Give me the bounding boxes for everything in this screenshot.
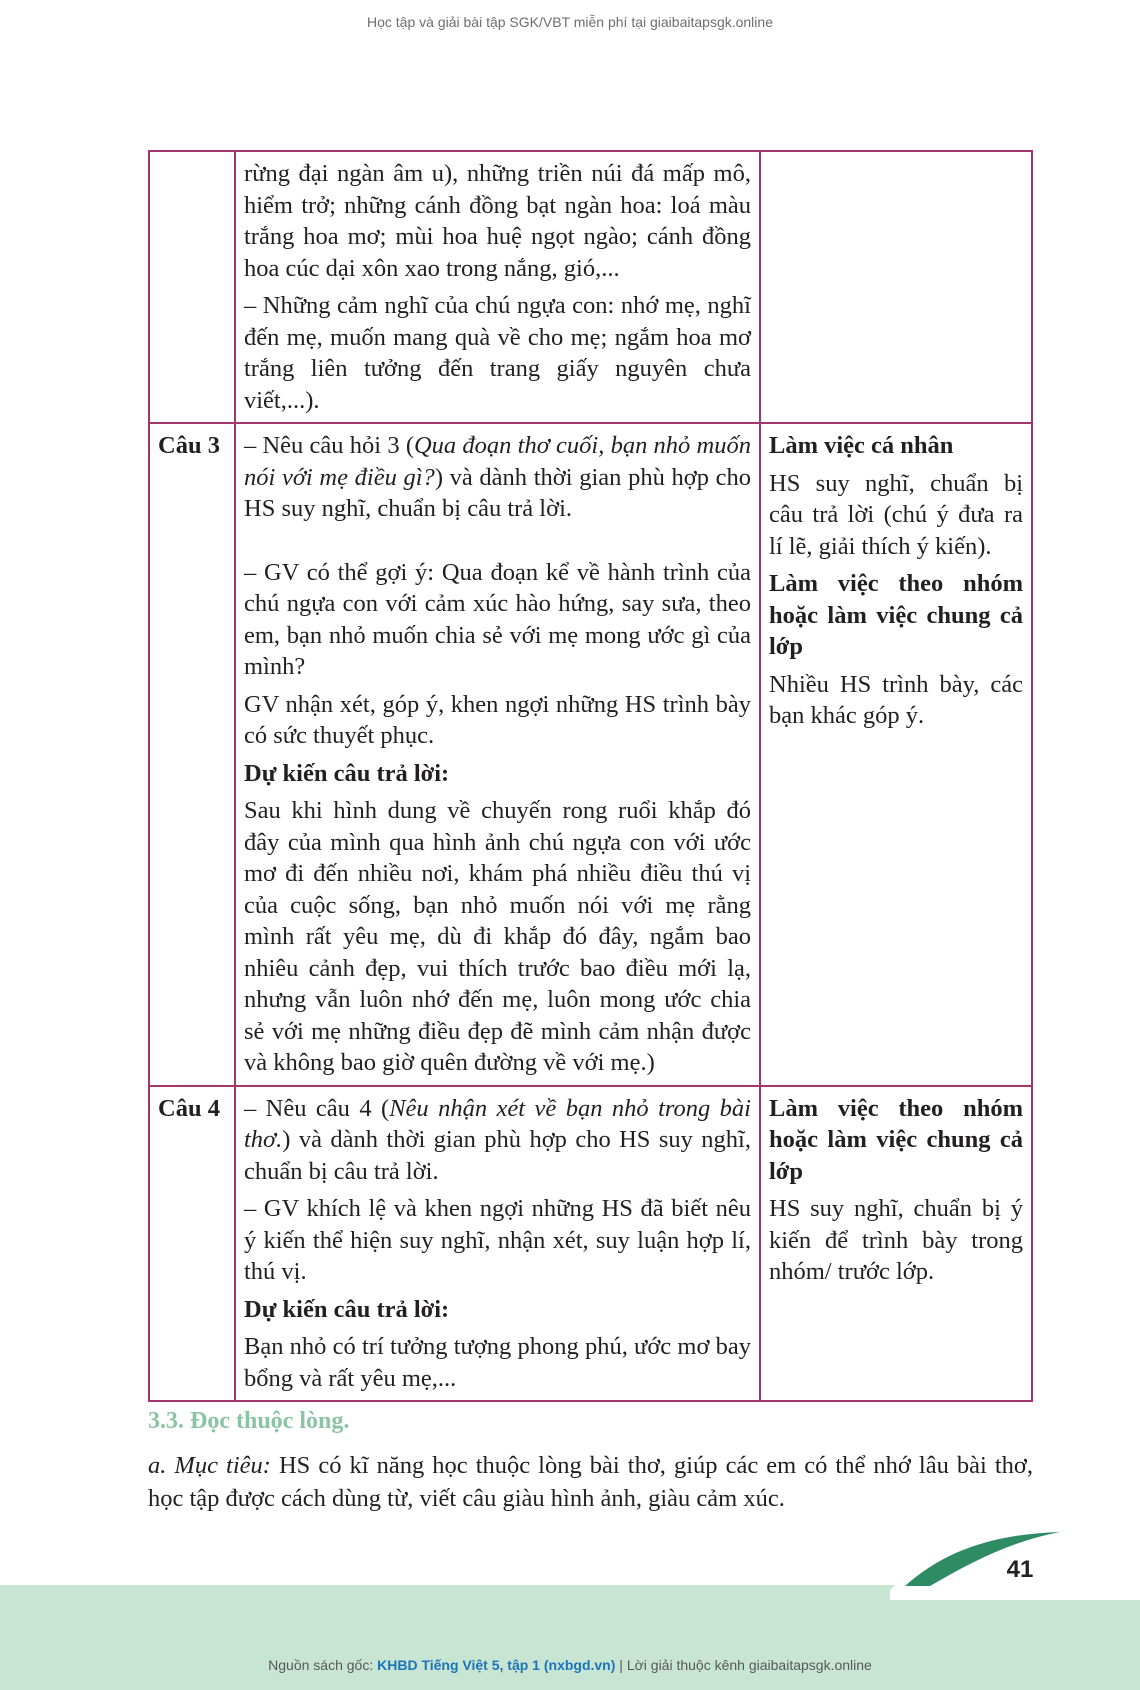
teacher-activity-cell xyxy=(235,423,760,1086)
objective-text: HS có kĩ năng học thuộc lòng bài thơ, giúp các em có thể nhớ lâu bài thơ, học tập được cách dùng từ, viết câu giàu hình ảnh, giàu cảm xúc. xyxy=(148,1452,1033,1512)
source-book-link[interactable]: KHBD Tiếng Việt 5, tập 1 (nxbgd.vn) xyxy=(377,1657,616,1673)
teacher-paragraph: – Những cảm nghĩ của chú ngựa con: nhớ mẹ, nghĩ đến mẹ, muốn mang quà về cho mẹ; ngắm hoa mơ trắng liên tưởng đến trang giấy nguyên chưa viết,...). xyxy=(244,292,751,414)
student-heading: Làm việc theo nhóm hoặc làm việc chung cả lớp xyxy=(769,1094,1023,1185)
student-paragraph: Nhiều HS trình bày, các bạn khác góp ý. xyxy=(769,670,1023,729)
section-title: 3.3. Đọc thuộc lòng. xyxy=(148,1408,350,1434)
student-paragraph: HS suy nghĩ, chuẩn bị câu trả lời (chú ý đưa ra lí lẽ, giải thích ý kiến). xyxy=(769,469,1023,560)
text-segment: ) và dành thời gian phù hợp cho HS suy nghĩ, chuẩn bị câu trả lời. xyxy=(244,1126,751,1185)
credit-suffix: | Lời giải thuộc kênh giaibaitapsgk.online xyxy=(615,1657,872,1673)
text-segment: – Nêu câu 4 ( xyxy=(244,1094,390,1122)
question-quote: Qua đoạn thơ cuối, bạn nhỏ muốn nói với mẹ điều gì? xyxy=(244,432,751,491)
table-row xyxy=(149,423,1032,1086)
teacher-paragraph: – GV khích lệ và khen ngợi những HS đã biết nêu ý kiến thể hiện suy nghĩ, nhận xét, suy luận hợp lí, thú vị. xyxy=(244,1195,751,1285)
teacher-paragraph xyxy=(244,1093,751,1188)
student-activity-cell xyxy=(760,1086,1032,1402)
teacher-activity-cell xyxy=(235,1086,760,1402)
page-number: 41 xyxy=(1006,1556,1034,1583)
question-label-cell xyxy=(149,151,235,423)
teacher-paragraph: – GV có thể gợi ý: Qua đoạn kể về hành trình của chú ngựa con với cảm xúc hào hứng, say sưa, theo em, bạn nhỏ muốn chia sẻ với mẹ mong ước gì của mình? xyxy=(244,558,751,680)
student-heading: Làm việc cá nhân xyxy=(769,432,954,459)
teacher-paragraph: rừng đại ngàn âm u), những triền núi đá mấp mô, hiểm trở; những cánh đồng bạt ngàn hoa: loá màu trắng hoa mơ; mùi hoa huệ ngọt ngào; cánh đồng hoa cúc dại xôn xao trong nắng, gió,... xyxy=(244,160,751,282)
spacer xyxy=(244,531,751,557)
teacher-paragraph xyxy=(244,430,751,525)
teacher-activity-cell xyxy=(235,151,760,423)
table-row xyxy=(149,1086,1032,1402)
page-number-tab xyxy=(0,1520,1140,1600)
bottom-credit xyxy=(0,1657,1140,1673)
top-banner: Học tập và giải bài tập SGK/VBT miễn phí tại giaibaitapsgk.online xyxy=(367,14,773,30)
student-paragraph: HS suy nghĩ, chuẩn bị ý kiến để trình bày trong nhóm/ trước lớp. xyxy=(769,1195,1023,1285)
credit-prefix: Nguồn sách gốc: xyxy=(268,1657,378,1673)
student-heading: Làm việc theo nhóm hoặc làm việc chung cả lớp xyxy=(769,570,1023,660)
text-segment: ) và dành thời gian phù hợp cho HS suy nghĩ, chuẩn bị câu trả lời. xyxy=(244,463,751,522)
teacher-paragraph: GV nhận xét, góp ý, khen ngợi những HS trình bày có sức thuyết phục. xyxy=(244,690,751,749)
answer-heading: Dự kiến câu trả lời: xyxy=(244,759,450,787)
question-label-cell: Câu 3 xyxy=(149,423,235,1086)
table-row xyxy=(149,151,1032,423)
answer-text: Sau khi hình dung về chuyến rong ruổi khắp đó đây của mình qua hình ảnh chú ngựa con với ước mơ đi đến nhiều nơi, khám phá nhiều điều thú vị của cuộc sống, bạn nhỏ muốn nói với mẹ rằng mình rất yêu mẹ, dù đi khắp đó đây, ngắm bao nhiêu cảnh đẹp, vui thích trước bao điều mới lạ, nhưng vẫn luôn nhớ đến mẹ, luôn mong ước chia sẻ với mẹ những điều đẹp đẽ mình cảm nhận được và không bao giờ quên đường về với mẹ.) xyxy=(244,797,751,1076)
objective-paragraph xyxy=(148,1449,1033,1515)
question-label-cell: Câu 4 xyxy=(149,1086,235,1402)
question-quote: Nêu nhận xét về bạn nhỏ trong bài thơ. xyxy=(244,1094,751,1153)
text-segment: – Nêu câu hỏi 3 ( xyxy=(244,432,414,459)
student-activity-cell xyxy=(760,423,1032,1086)
answer-heading: Dự kiến câu trả lời: xyxy=(244,1295,450,1323)
answer-text: Bạn nhỏ có trí tưởng tượng phong phú, ước mơ bay bổng và rất yêu mẹ,... xyxy=(244,1333,751,1392)
objective-label: a. Mục tiêu: xyxy=(148,1452,271,1479)
lesson-table xyxy=(148,150,1033,1402)
student-activity-cell xyxy=(760,151,1032,423)
footer-band xyxy=(0,1585,1140,1690)
